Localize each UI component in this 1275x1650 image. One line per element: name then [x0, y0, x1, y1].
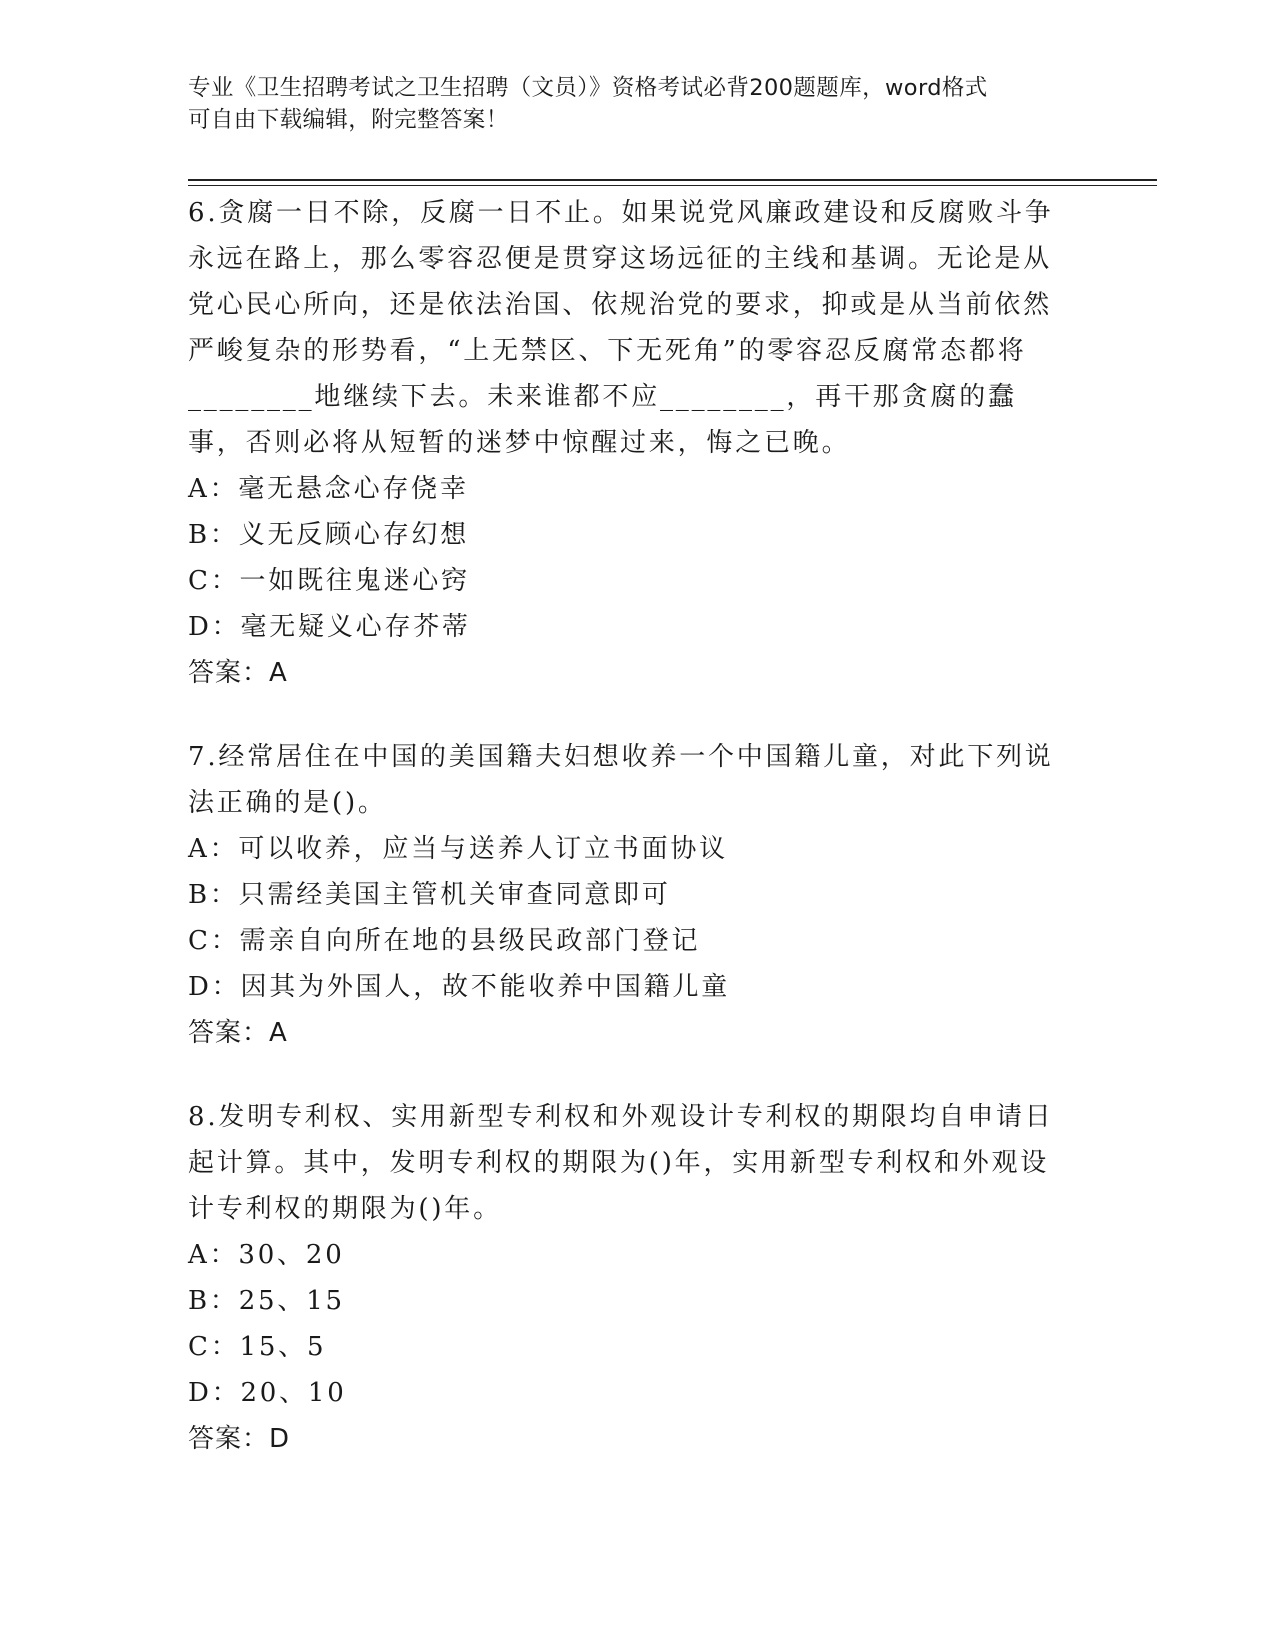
- header-rule-thick: [188, 179, 1157, 181]
- option-a: A：30、20: [188, 1240, 345, 1270]
- option-d: D：毫无疑义心存芥蒂: [188, 612, 471, 642]
- question-7: [188, 734, 1068, 1056]
- question-6: [188, 190, 1068, 696]
- answer-line: 答案：A: [188, 658, 288, 688]
- question-text: 8.发明专利权、实用新型专利权和外观设计专利权的期限均自申请日起计算。其中，发明专利权的期限为()年，实用新型专利权和外观设计专利权的期限为()年。: [188, 1102, 1054, 1224]
- question-text: 7.经常居住在中国的美国籍夫妇想收养一个中国籍儿童，对此下列说法正确的是()。: [188, 742, 1054, 818]
- answer-line: 答案：A: [188, 1018, 288, 1048]
- option-a: A：毫无悬念心存侥幸: [188, 474, 469, 504]
- option-a: A：可以收养，应当与送养人订立书面协议: [188, 834, 728, 864]
- header-title-line-2: 可自由下载编辑，附完整答案！: [188, 107, 509, 133]
- option-b: B：25、15: [188, 1286, 345, 1316]
- question-list: [188, 190, 1068, 1500]
- option-d: D：20、10: [188, 1378, 347, 1408]
- option-d: D：因其为外国人，故不能收养中国籍儿童: [188, 972, 731, 1002]
- header-title-line-1: 专业《卫生招聘考试之卫生招聘（文员）》资格考试必背200题题库，word格式: [188, 75, 988, 101]
- option-b: B：只需经美国主管机关审查同意即可: [188, 880, 671, 910]
- question-8: [188, 1094, 1068, 1462]
- option-c: C：15、5: [188, 1332, 327, 1362]
- option-c: C：一如既往鬼迷心窍: [188, 566, 470, 596]
- document-header: [188, 72, 1068, 136]
- answer-line: 答案：D: [188, 1424, 291, 1454]
- option-c: C：需亲自向所在地的县级民政部门登记: [188, 926, 701, 956]
- question-text: 6.贪腐一日不除，反腐一日不止。如果说党风廉政建设和反腐败斗争永远在路上，那么零容忍便是贯穿这场远征的主线和基调。无论是从党心民心所向，还是依法治国、依规治党的要求，抑或是从当前依然严峻复杂的形势看，“上无禁区、下无死角”的零容忍反腐常态都将________地继续下去。未来谁都不应________，再干那贪腐的蠢事，否则必将从短暂的迷梦中惊醒过来，悔之已晚。: [188, 198, 1054, 458]
- header-rule-thin: [188, 185, 1157, 186]
- option-b: B：义无反顾心存幻想: [188, 520, 470, 550]
